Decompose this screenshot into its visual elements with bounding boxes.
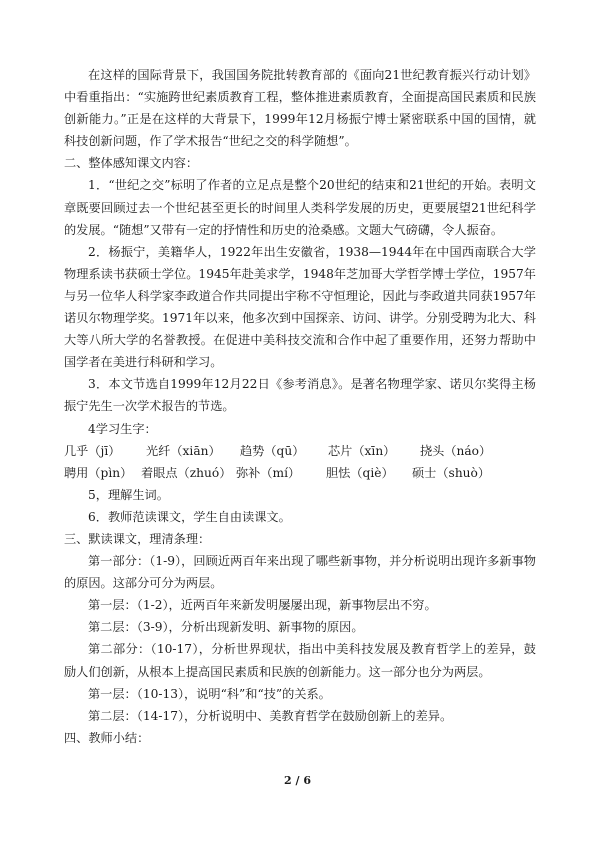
- vocab-row-2: [64, 462, 536, 484]
- intro-paragraph: 在这样的国际背景下，我国国务院批转教育部的《面向21世纪教育振兴行动计划》中看重指出：“实施跨世纪素质教育工程，整体推进素质教育，全面提高国民素质和民族创新能力。”正是在这样的大背景下，1999年12月杨振宁博士紧密联系中国的国情，就科技创新问题，作了学术报告“世纪之交的科学随想”。: [64, 68, 536, 149]
- vocab-item: 挠头（náo）: [420, 443, 492, 458]
- vocab-item: 光纤（xiān）: [146, 443, 221, 458]
- paragraph-2: 2．杨振宁，美籍华人，1922年出生安徽省，1938—1944年在中国西南联合大学物理系读书获硕士学位。1945年赴美求学，1948年芝加哥大学哲学博士学位，1957年与另一位华人科学家李政道合作共同提出宇称不守恒理论，因此与李政道共同获1957年诺贝尔物理学奖。1971年以来，他多次到中国探亲、访问、讲学。分别受聘为北大、科大等八所大学的名誉教授。在促进中美科技交流和合作中起了重要作用，还努力帮助中国学者在美进行科研和学习。: [64, 244, 536, 370]
- vocab-item: 聘用（pìn）: [64, 465, 133, 480]
- section-heading-2: 二、整体感知课文内容：: [64, 156, 199, 171]
- part-2-layer-2: 第二层：（14-17），分析说明中、美教育哲学在鼓励创新上的差异。: [88, 708, 453, 723]
- vocab-item: 着眼点（zhuó）: [141, 465, 232, 480]
- vocab-item: 芯片（xīn）: [328, 443, 396, 458]
- paragraph-5: 5，理解生词。: [88, 487, 169, 502]
- paragraph-4-heading: 4学习生字：: [88, 421, 157, 436]
- part-2-layer-1: 第一层：（10-13），说明“科”和“技”的关系。: [88, 686, 331, 701]
- page-body: [64, 64, 536, 749]
- part-2: 第二部分：（10-17），分析世界现状，指出中美科技发展及教育哲学上的差异，鼓励人们创新，从根本上提高国民素质和民族的创新能力。这一部分也分为两层。: [64, 642, 536, 679]
- part-1-layer-2: 第二层：（3-9），分析出现新发明、新事物的原因。: [88, 620, 364, 635]
- vocab-item: 趋势（qū）: [240, 443, 305, 458]
- paragraph-6: 6．教师范读课文，学生自由读课文。: [88, 509, 291, 524]
- vocab-row-1: [64, 440, 536, 462]
- paragraph-3: 3．本文节选自1999年12月22日《参考消息》。是著名物理学家、诺贝尔奖得主杨振宁先生一次学术报告的节选。: [64, 377, 536, 414]
- part-1-layer-1: 第一层：（1-2），近两百年来新发明屡屡出现，新事物层出不穷。: [88, 598, 437, 613]
- part-1: 第一部分：（1-9），回顾近两百年来出现了哪些新事物，并分析说明出现许多新事物的原因。这部分可分为两层。: [64, 554, 536, 591]
- section-heading-3: 三、默读课文，理清条理：: [64, 531, 211, 546]
- vocab-item: 弥补（mí）: [236, 465, 301, 480]
- page-number: 2 / 6: [284, 774, 311, 787]
- vocab-item: 胆怯（qiè）: [326, 465, 394, 480]
- paragraph-1: 1．“世纪之交”标明了作者的立足点是整个20世纪的结束和21世纪的开始。表明文章既要回顾过去一个世纪甚至更长的时间里人类科学发展的历史，更要展望21世纪科学的发展。“随想”又带有一定的抒情性和历史的沧桑感。文题大气磅礴，令人振奋。: [64, 178, 536, 237]
- section-heading-4: 四、教师小结：: [64, 730, 150, 745]
- vocab-item: 硕士（shuò）: [412, 465, 491, 480]
- vocab-item: 几乎（jī）: [64, 443, 121, 458]
